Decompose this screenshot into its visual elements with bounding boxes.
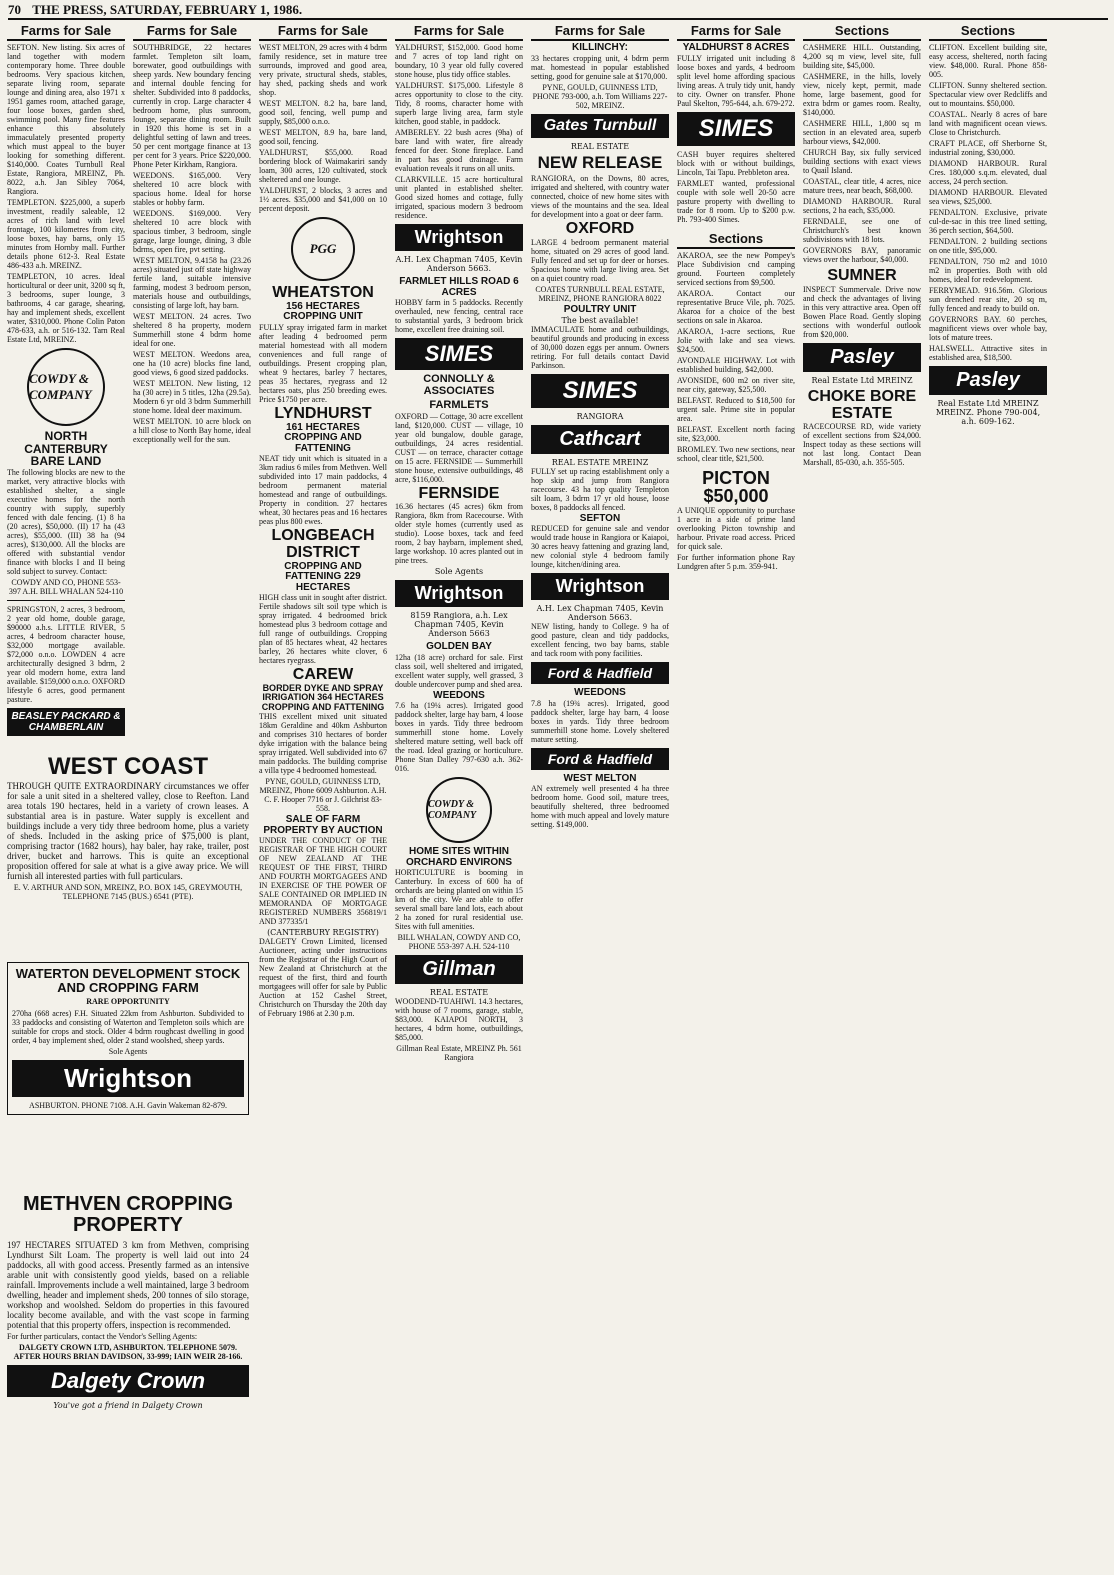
beasley-logo: BEASLEY PACKARD & CHAMBERLAIN <box>7 708 125 736</box>
gates-logo: Gates Turnbull <box>531 114 669 138</box>
wheatston-text: FULLY spray irrigated farm in market after leading 4 bedroomed perm material homestead with all modern conveniences and full range of outbuildings. Present cropping plan, wheat 9 hectares, barley 7 hectares, peas 35 hectares, ryegrass and 12 hectares oats, plus 250 breeding ewes. Price $1750 per acre. <box>259 322 387 404</box>
woodend: WOODEND-TUAHIWI. 14.3 hectares, with house of 7 rooms, garage, stable, $83,000. KAIAPOI NORTH, 3 hectares, 4 bdrm home, outbuildings, $85,000. <box>395 997 523 1043</box>
section-ad: COASTAL. Nearly 8 acres of bare land with magnificent ocean views. Close to Christchurch. <box>929 110 1047 137</box>
cathcart-text: FULLY set up racing establishment only a hop skip and jump from Rangiora racecourse. 43 ha top quality Templeton silt loam, 3 bdrm 17 yr old house, loose boxes, 8 paddocks all fenced. <box>531 466 669 512</box>
simes-logo: SIMES <box>531 374 669 408</box>
section-ad: FERRYMEAD. 916.56m. Glorious sun drenched rear site, 20 sq m, fully fenced and ready to build on. <box>929 286 1047 313</box>
carew-text: THIS excellent mixed unit situated 18km Geraldine and 40km Ashburton and comprises 310 hectares of border dyke irrigation with the balance being spray irrigated. Well subdivided into 67 main paddocks. The building comprise a villa type 4 bedroomed homestead. <box>259 712 387 776</box>
gillman-logo: Gillman <box>395 955 523 984</box>
auction-text: UNDER THE CONDUCT OF THE REGISTRAR OF THE HIGH COURT OF NEW ZEALAND AT THE REQUEST OF THE FIRST, THIRD AND FOURTH MORTGAGEES AND IN EXERCISE OF THE POWER OF SALE CONTAINED OR IMPLIED IN MEMORANDA OF MORTGAGE REGISTERED NUMBERS 356819/1 AND 377335/1 <box>259 836 387 927</box>
rangiora-label: RANGIORA <box>576 411 624 421</box>
methven-ad <box>4 1190 252 1560</box>
chokebore-text: RACECOURSE RD, wide variety of excellent sections from $24,000. Inspect today as these sections will not last long. Contact Dean Marshall, 85-030, a.h. 355-505. <box>803 422 921 468</box>
auction-place: (CANTERBURY REGISTRY) <box>267 928 379 938</box>
section-ad: GOVERNORS BAY, panoramic views over the harbour, $40,000. <box>803 246 921 264</box>
nc-text: The following blocks are new to the market, very attractive blocks with established shelter, a single executive homes for the north country with supply, superbly fenced with dale fencing. (1) 8 ha (20 acres), $50,000. (II) 17 ha (43 acres), $55,000. (III) 38 ha (94 acres), $130,000. All the blocks are offered with substantial vendor finance with blocks I and II being sold subject to survey. Contact: <box>7 467 125 576</box>
ad-west-melton-3: WEST MELTON. Weedons area, one ha (10 acre) blocks fine land, good views, 6 good sized paddocks. <box>133 350 251 377</box>
methven-title: METHVEN CROPPING PROPERTY <box>22 1193 234 1236</box>
poultry-text: IMMACULATE home and outbuildings, beautiful grounds and producing in excess of 30,000 dozen eggs per annum. Owners retiring. For full details contact David Parkinson. <box>531 324 669 370</box>
newrelease-title: NEW RELEASE <box>537 152 663 172</box>
sefton-text: REDUCED for genuine sale and vendor would trade house in Rangiora or Kaiapoi, 30 acres heavy fattening and grazing land, new colonial style 4 bedroom family lounge, kitchen/dining area. <box>531 524 669 570</box>
column-header: Sections <box>803 22 921 41</box>
wheatston-title: WHEATSTON <box>272 284 374 301</box>
section-ad: AVONSIDE, 600 m2 on river site, near city, gateway, $25,500. <box>677 375 795 394</box>
wrightson-logo: Wrightson <box>12 1060 244 1097</box>
ad-yaldhurst-2: YALDHURST, 2 blocks, 3 acres and 1½ acres. $35,000 and $41,000 on 10 percent deposit. <box>259 186 387 213</box>
pasley-contact: MREINZ. Phone 790-004, a.h. 609-162. <box>935 408 1041 426</box>
pyne-contact: PYNE, GOULD, GUINNESS LTD, MREINZ, Phone 6009 Ashburton. A.H. C. F. Hooper 7716 or J. Gilchrist 83-558. <box>259 777 387 814</box>
column-6 <box>674 22 798 1572</box>
ad-sefton: SEFTON. New listing. Six acres of land together with modern contemporary home. Three double bedrooms. Very spacious kitchen, separate living room, separate lounge and dining area, also 1971 x 1951 games room, attached garage, four loose boxes, garden shed, swimming pool. Many fine features enhance this absolutely immaculately presented property which must appeal to the buyer looking for something different. $140,000. Coates Turnbull Real Estate, Rangiora, MREINZ, Ph. 8022, a.h. Jan Sibley 7064, Rangiora. <box>7 43 125 196</box>
section-ad: FERNDALE, see one of Christchurch's best known subdivisions with 18 lots. <box>803 217 921 244</box>
wrightson-logo: Wrightson <box>395 224 523 251</box>
methven-contact: For further particulars, contact the Vendor's Selling Agents: <box>7 1332 198 1341</box>
column-3 <box>256 22 390 1572</box>
column-header: Farms for Sale <box>395 22 523 41</box>
section-ad: AKAROA, see the new Pompey's Place Subdivision cnd camping ground. Fourteen completely serviced sections from $9,500. <box>677 250 795 287</box>
ford-logo: Ford & Hadfield <box>531 662 669 684</box>
farmlet-title: FARMLET HILLS ROAD 6 ACRES <box>399 276 519 298</box>
waterton-sub: RARE OPPORTUNITY <box>86 997 170 1007</box>
methven-text: 197 HECTARES SITUATED 3 km from Methven, comprising Lyndhurst Silt Loam. The property is well laid out into 24 paddocks, all with good access. Presently farmed as an intensive arable unit with consistently good yields, based on a reliable rainfall. Improvements include a well maintained, large 3 bedroom dwelling, header and implement sheds, 200 tonnes of silo storage, workshop and woolshed. Seldom do properties in this favoured locality become available, and with the vast scope in farming potential that this property offers, inspection is recommended. <box>7 1240 249 1330</box>
divider <box>7 600 125 601</box>
dalgety-logo: Dalgety Crown <box>7 1365 249 1397</box>
section-ad: BELFAST. Reduced to $18,500 for urgent sale. Prime site in popular area. <box>677 395 795 423</box>
section-ad: AKAROA. Contact our representative Bruce Vile, ph. 7025. Akaroa for a choice of the best sections on sale in Akaroa. <box>677 288 795 325</box>
cathcart-logo: Cathcart <box>531 425 669 454</box>
home-sites-title: HOME SITES WITHIN ORCHARD ENVIRONS <box>405 846 513 868</box>
auction-body: DALGETY Crown Limited, licensed Auctioneer, acting under instructions from the Registrar of the High Court of New Zealand at Christchurch at the request of the first, third and fourth mortgagees will offer for sale by Public Auction at 152 Cashel Street, Christchurch on Thursday the 20th day of February 1986 at 2.30 p.m. <box>259 937 387 1019</box>
west-coast-ad <box>4 752 252 952</box>
section-ad: CASHMERE HILL. Outstanding, 4,200 sq m view, level site, full building site, $45,000. <box>803 43 921 70</box>
waterton-ad <box>4 958 252 1183</box>
sumner-text: INSPECT Summervale. Drive now and check the advantages of living in this very attractive area. Open off Bowen Place Road. Gently sloping sections with wonderful outlook from $20,000. <box>803 284 921 339</box>
ad-springston: SPRINGSTON, 2 acres, 3 bedroom, 2 year old home, double garage, $90000 a.h.s. LITTLE RIVER, 5 acres, 4 bedroom character house, $32,000 mortgage available. $72,000 o.n.o. LOWDEN 4 acre architecturally designed 3 bdrm, 2 year old modern home, extra land available. $159,000 o.n.o. OXFORD lifestyle 6 acres, good permanent pasture. <box>7 604 125 704</box>
ad-west-melton: WEST MELTON, 29 acres with 4 bdrm family residence, set in mature tree surrounds, improved and good area, very private, structural sheds, stables, hay shed, packing sheds and work shop. <box>259 43 387 97</box>
farmlets-text: OXFORD — Cottage, 30 acre excellent land, $120,000. CUST — village, 10 year old bungalow, double garage, outbuildings, 24 acres residential. CUST — on terrace, character cottage on 15 acre. FERNSIDE — Summerhill stone house, extensive outbuildings, 48 acre, $116,000. <box>395 411 523 484</box>
pgg-logo: PGG <box>291 217 355 281</box>
column-header: Farms for Sale <box>531 22 669 41</box>
ad-amberley: AMBERLEY. 22 bush acres (9ha) of bare land with water, fire already fenced for deer. Stone fireplace. Land in part has good drainage. Farm evaluation reveals it runs on all units. <box>395 128 523 173</box>
section-ad: CHURCH Bay, six fully serviced building sections with exact views to Quail Island. <box>803 148 921 175</box>
wrightson-logo: Wrightson <box>531 573 669 600</box>
ad-west-melton-3: WEST MELTON, 8.9 ha, bare land, good soil, fencing. <box>259 128 387 146</box>
waterton-text: 270ha (668 acres) F.H. Situated 22km from Ashburton. Subdivided to 33 paddocks and consisting of Waterton and Templeton soils which are suitable for crops and stock. Older 4 bdrm roughcast dwelling in good order, 4 bay implement shed, older 2 stand woolshed, sheep yards. <box>12 1009 244 1046</box>
carew-title: CAREW <box>292 666 354 684</box>
pasley-sub: Real Estate Ltd MREINZ <box>937 399 1039 408</box>
gillman-contact: Gillman Real Estate, MREINZ Ph. 561 Rangiora <box>396 1044 522 1063</box>
cowdy-logo: COWDY & COMPANY <box>27 348 105 426</box>
pasley-logo: Pasley <box>929 366 1047 395</box>
ad-west-melton-4: WEST MELTON. New listing, 12 ha (30 acre) in 5 titles, 12ha (29.5a). Modern 6 yr old 3 bdrm Summerhill stone home. Ideal deer maximum. <box>133 379 251 415</box>
westmelton-title: WEST MELTON <box>563 772 637 784</box>
section-ad: BELFAST. Excellent north facing site, $23,000. <box>677 424 795 443</box>
column-7 <box>800 22 924 842</box>
wc-agent: E. V. ARTHUR AND SON, MREINZ, P.O. BOX 145, GREYMOUTH, TELEPHONE 7145 (BUS.) 6541 (PTE). <box>13 883 243 902</box>
column-header: Sections <box>929 22 1047 41</box>
paper-title: THE PRESS, SATURDAY, FEBRUARY 1, 1986. <box>32 2 303 17</box>
gillman-sub: REAL ESTATE <box>429 988 489 998</box>
fernside-text: 16.36 hectares (45 acres) 6km from Rangiora, 8km from Racecourse. With older style homes (currently used as studio). Loose boxes, tack and feed room, 2 bay haybarn, implement shed, large workshop. 10 acres planted out in pine trees. <box>395 502 523 566</box>
weedons2-title: WEEDONS <box>574 687 626 699</box>
killinchy-title: KILLINCHY: <box>572 42 628 53</box>
pasley-logo: Pasley <box>803 343 921 372</box>
page-number: 70 <box>8 2 21 17</box>
section-ad: GOVERNORS BAY. 60 perches, magnificent views over whole bay, lots of mature trees. <box>929 315 1047 342</box>
ad-yaldhurst: YALDHURST, $55,000. Road bordering block of Waimakariri sandy loam, 300 acres, 120 cultivated, stock sheltered and one lounge. <box>259 148 387 184</box>
picton-contact: For further information phone Ray Lundgren after 5 p.m. 359-941. <box>677 553 795 572</box>
ad-southbridge: SOUTHBRIDGE, 22 hectares farmlet. Templeton silt loam, borewater, good outbuildings with sheep yards. New boundary fencing and internal double fencing for shelter. Subdivided into 8 paddocks, currently in crop. Large character 4 bedroom home, plus sunroom, lounge, separate dining room. Built in 1920 this home is set in a delightful setting of lawn and trees. 50 per cent mortgage finance at 13 per cent for 3 years. Price $220,000. Phone Peter Kirkham, Rangiora. <box>133 43 251 169</box>
carew-sub: BORDER DYKE AND SPRAY IRRIGATION 364 HECTARES CROPPING AND FATTENING <box>261 682 385 712</box>
killinchy-text: 33 hectares cropping unit, 4 bdrm perm mat. homestead in popular established setting, good for genuine sale at $170,000. <box>531 53 669 81</box>
pasley-sub: Real Estate Ltd MREINZ <box>811 375 913 385</box>
ad-west-melton-5: WEST MELTON. 10 acre block on a hill close to North Bay home, ideal exceptionally well for the sun. <box>133 417 251 444</box>
column-header: Farms for Sale <box>7 22 125 41</box>
section-ad: AVONDALE HIGHWAY. Lot with established building, $42,000. <box>677 355 795 374</box>
simes-logo: SIMES <box>395 338 523 370</box>
coates-contact: COATES TURNBULL REAL ESTATE, MREINZ, PHONE RANGIORA 8022 <box>535 285 665 304</box>
oxford-title: OXFORD <box>565 220 635 238</box>
chokebore-title: CHOKE BORE ESTATE <box>807 387 917 422</box>
nc-title: NORTH CANTERBURY BARE LAND <box>24 429 108 469</box>
ad-templeton-10: TEMPLETON, 10 acres. Ideal horticultural or deer unit, 3200 sq ft, 3 bedrooms, super lounge, 3 bathrooms, 4 car garage, shearing, hay and implement sheds, excellent water, $310,000. Phone Colin Paton 478-633, a.h. or 516-132. Tarn Real Estate Ltd, MREINZ. <box>7 272 125 344</box>
longbeach-text: HIGH class unit in sought after district. Fertile shadows silt soil type which is spray irrigated. 4 bedroomed brick homestead plus 3 bedroom cottage and full range of outbuildings. Cropping plan of 85 hectares wheat, 42 hectares barley, 26 hectares white clover, 6 hectares ryegrass. <box>259 593 387 666</box>
simes-logo: SIMES <box>677 112 795 146</box>
farmlets-title: FARMLETS <box>429 399 489 412</box>
section-ad: CASHMERE HILL, 1,800 sq m section in an elevated area, superb harbour views, $42,000. <box>803 119 921 146</box>
ad-yaldhurst: YALDHURST, $152,000. Good home and 7 acres of top land right on boundary, 10 3 year old fully covered stone house, plus tidy office stables. <box>395 43 523 79</box>
pyne-contact: PYNE, GOULD, GUINNESS LTD, PHONE 793-000, a.h. Tom Williams 227-502, MREINZ. <box>532 82 668 110</box>
section-ad: CASHMERE, in the hills, lovely view, nicely kept, permit, made home, large basement, good for extra bdrm or games room. Realty, $140,000. <box>803 72 921 117</box>
westmelton-text: AN extremely well presented 4 ha three bedroom home. Good soil, mature trees, beautifully sheltered, three bedroomed home with much appeal and lovely mature setting. $149,000. <box>531 784 669 830</box>
yaldhurst-title: YALDHURST 8 ACRES <box>682 42 790 53</box>
sole-agents: Sole Agents <box>108 1047 148 1057</box>
oxford-text: LARGE 4 bedroom permanent material home, situated on 29 acres of good land. Fully fenced and set up for deer or horses. Spacious home with large living area. Set on a quiet country road. <box>531 238 669 284</box>
picton-text: A UNIQUE opportunity to purchase 1 acre in a side of prime land overlooking Picton township and harbour. Private road access. Priced for quick sale. <box>677 506 795 552</box>
column-4 <box>392 22 526 1572</box>
dalgety-tag: You've got a friend in Dalgety Crown <box>53 1401 203 1410</box>
wc-title: WEST COAST <box>48 753 208 780</box>
new-listing: NEW listing, handy to College. 9 ha of good pasture, clean and tidy paddocks, excellent fencing, two bay barns, stable and tack room with pony facilities. <box>531 622 669 659</box>
ad-weedons: WEEDONS. $165,000. Very sheltered 10 acre block with spacious home. Ideal for horse stables or hobby farm. <box>133 171 251 207</box>
auction-title: SALE OF FARM PROPERTY BY AUCTION <box>263 814 383 836</box>
cathcart-sub: REAL ESTATE MREINZ <box>551 457 649 467</box>
column-header: Farms for Sale <box>259 22 387 41</box>
longbeach-title: LONGBEACH DISTRICT <box>271 527 375 561</box>
lyndhurst-title: LYNDHURST <box>274 404 372 422</box>
section-ad: FENDALTON. Exclusive, private cul-de-sac in this tree lined setting, 36 perch section, $64,500. <box>929 208 1047 235</box>
longbeach-sub: CROPPING AND FATTENING 229 HECTARES <box>284 560 362 593</box>
wrightson-contact: A.H. Lex Chapman 7405, Kevin Anderson 5663. <box>536 604 664 623</box>
section-ad: CLIFTON. Excellent building site, easy access, sheltered, north facing view. $48,000. Rural. Phone 858-005. <box>929 43 1047 79</box>
nc-contact: COWDY AND CO, PHONE 553-397 A.H. BILL WHALAN 524-110 <box>8 577 124 596</box>
wrightson-contact-2: 8159 Rangiora, a.h. Lex Chapman 7405, Kevin Anderson 5663 <box>410 611 508 639</box>
picton-price: $50,000 <box>703 486 769 507</box>
ad-clarkville: CLARKVILLE. 15 acre horticultural unit planted in established shelter. Good sized homes and cottage, fully irrigated, spacious modern 3 bedroom residence. <box>395 175 523 220</box>
weedons-text: 7.6 ha (19¼ acres). Irrigated good paddock shelter, large hay barn, 4 loose boxes in yards. Tidy three bedroom summerhill stone home. Lovely sheltered mature setting, well back off the road. Ideal grazing or horticulture. Phone Stan Dalley 797-630 a.h. 362-016. <box>395 701 523 774</box>
section-ad: CLIFTON. Sunny sheltered section. Spectacular view over Redcliffs and out to mountains. $50,000. <box>929 81 1047 108</box>
column-5 <box>528 22 672 1572</box>
weedons-title: WEEDONS <box>433 689 485 701</box>
poultry-title: POULTRY UNIT <box>563 304 637 316</box>
section-ad: FENDALTON, 750 m2 and 1010 m2 in properties. Both with old homes, ideal for redevelopment. <box>929 257 1047 284</box>
section-ad: HALSWELL. Attractive sites in established area, $18,500. <box>929 344 1047 362</box>
masthead <box>8 2 1108 20</box>
farmlet-ad: FARMLET wanted, professional couple with sole well 20-50 acre pasture property with dwelling to trade for 8 room. Up to $200 p.w. Ph. 793-400 Simes. <box>677 178 795 224</box>
sefton-title: SEFTON <box>579 512 621 524</box>
cowdy-logo: COWDY & COMPANY <box>426 777 492 843</box>
home-sites-text: HORTICULTURE is booming in Canterbury. In excess of 600 ha of orchards are being planted on within 15 km of the city. We are able to offer several small bare land lots, each about 2 ha zoned for rural residential use. Sites with full amenities. <box>395 868 523 932</box>
sumner-title: SUMNER <box>827 267 897 284</box>
column-header: Farms for Sale <box>133 22 251 41</box>
ad-west-melton-2: WEST MELTON. 8.2 ha, bare land, good soil, fencing, well pump and supply, $85,000 o.n.o. <box>259 99 387 126</box>
section-ad: DIAMOND HARBOUR. Rural Cres. 180,000 s.q.m. elevated, dual access, 24 perch section. <box>929 159 1047 186</box>
lyndhurst-text: NEAT tidy unit which is situated in a 3km radius 6 miles from Methven. Well subdivided into 17 main paddocks, 4 bedroom permanent material homestead and range of outbuildings. Property in condition. 27 hectares wheat, 30 hectares peas and 16 hectares peas plus 800 ewes. <box>259 454 387 527</box>
farmlet-text: HOBBY farm in 5 paddocks. Recently overhauled, new fencing, central race to substantial yards, 3 bedroom brick home, excellent free draining soil. <box>395 298 523 334</box>
methven-agent: DALGETY CROWN LTD, ASHBURTON. TELEPHONE 5079. AFTER HOURS BRIAN DAVIDSON, 33-999; IAIN WEIR 28-166. <box>13 1343 243 1361</box>
waterton-title: WATERTON DEVELOPMENT STOCK AND CROPPING FARM <box>15 966 241 995</box>
poultry-sub: The best available! <box>561 315 639 325</box>
newrelease-text: RANGIORA, on the Downs, 80 acres, irrigated and sheltered, with country water connected, choice of new home sites with views of the mountains and the sea. Ideal for development into a goat or deer farm. <box>531 174 669 220</box>
wrightson-logo-2: Wrightson <box>395 580 523 607</box>
section-ad: DIAMOND HARBOUR. Elevated sea views, $25,000. <box>929 188 1047 206</box>
ad-yaldhurst-2: YALDHURST. $175,000. Lifestyle 8 acres opportunity to close to the city. Tidy, 8 rooms, character home with superb large living area, farm style kitchen, good stable, in paddock. <box>395 81 523 126</box>
wrightson-contact: ASHBURTON. PHONE 7108. A.H. Gavin Wakeman 82-879. <box>29 1101 227 1111</box>
ad-west-melton-2: WEST MELTON. 24 acres. Two sheltered 8 ha property, modern Summerhill stone 4 bdrm home ideal for one. <box>133 312 251 348</box>
gates-sub: REAL ESTATE <box>570 141 630 151</box>
section-ad: BROMLEY. Two new sections, near school, clear title, $21,500. <box>677 444 795 463</box>
ad-templeton: TEMPLETON. $225,000, a superb investment, readily saleable, 12 acres of rich land with level frontage, 100 kilometres from city, loose boxes, hay barns, only 15 minutes from Hornby mall. Further details phone 612-3. Real Estate 486-433 a.h. MREINZ. <box>7 198 125 270</box>
sole-agents: Sole Agents <box>434 567 484 577</box>
section-ad: DIAMOND HARBOUR. Rural sections, 2 ha each, $35,000. <box>803 197 921 215</box>
section-ad: AKAROA, 1-acre sections, Rue Jolie with lake and sea views. $24,500. <box>677 326 795 354</box>
waterton-box <box>7 962 249 1115</box>
sections-header: Sections <box>677 230 795 249</box>
column-2 <box>130 22 254 750</box>
section-ad: COASTAL, clear title, 4 acres, nice mature trees, near beach, $68,000. <box>803 177 921 195</box>
bill-whalan: BILL WHALAN, COWDY AND CO, PHONE 553-397 A.H. 524-110 <box>397 933 521 952</box>
section-ad: FENDALTON. 2 building sections on one title, $95,000. <box>929 237 1047 255</box>
fernside-title: FERNSIDE <box>418 484 500 502</box>
column-8 <box>926 22 1050 842</box>
goldenbay-text: 12ha (18 acre) orchard for sale. First class soil, well sheltered and irrigated, excellent water supply, well grassed, 3 double undercover pump and shed area. <box>395 652 523 689</box>
connolly-logo: CONNOLLY & ASSOCIATES <box>423 373 495 397</box>
weedons2-text: 7.8 ha (19¾ acres). Irrigated, good paddock shelter, large hay barn, 4 loose boxes in yards. Tidy three bedroom summerhill stone home. Lovely sheltered mature setting. <box>531 698 669 744</box>
lyndhurst-sub: 161 HECTARES CROPPING AND FATTENING <box>284 421 362 454</box>
yaldhurst-text: FULLY irrigated unit including 8 loose boxes and yards, 4 bedroom split level home affording spacious living areas. A truly tidy unit, handy to city. Owner on transfer. Phone Paul Skelton, 795-644, a.h. 679-272. <box>677 53 795 108</box>
section-ad: CRAFT PLACE, off Sherborne St, industrial zoning, $30,000. <box>929 139 1047 157</box>
ad-weedons-2: WEEDONS. $169,000. Very sheltered 10 acre block with spacious timber, 3 bedroom, single garage, large lounge, dining, 3 dble bdrms, open fire, pvt setting. <box>133 209 251 254</box>
wc-text: THROUGH QUITE EXTRAORDINARY circumstances we offer for sale a unit sited in a sheltered valley, close to Reefton. Land area totals 190 hectares, held in a variety of crown leases. A substantial area is in pasture. Water supply is excellent and buildings include a very tidy three bedroom home, plus a variety of sheds. Included in the asking price of $75,000 is plant, comprising tractor (1682 hours), hay baler, hay rake, trailer, post driver, bucket and harrows. This is quite an exceptional proposition offered for sale at what is a give away price. We will furnish all interested parties with full particulars. <box>7 781 249 882</box>
picton-title: PICTON <box>702 467 770 488</box>
ford-logo-2: Ford & Hadfield <box>531 748 669 770</box>
goldenbay-title: GOLDEN BAY <box>426 641 492 653</box>
wheatston-sub: 156 HECTARES CROPPING UNIT <box>283 300 363 323</box>
cash-ad: CASH buyer requires sheltered block with or without buildings, Lincoln, Tai Tapu. Prebbleton area. <box>677 149 795 177</box>
wrightson-contact: A.H. Lex Chapman 7405, Kevin Anderson 5663. <box>395 255 523 273</box>
ad-west-melton: WEST MELTON, 9.4158 ha (23.26 acres) situated just off state highway fertile land, suitable intensive farming, modest 3 bedroom person, materials house and outbuildings, consisting of large loft, hay barn. <box>133 256 251 310</box>
column-header: Farms for Sale <box>677 22 795 41</box>
